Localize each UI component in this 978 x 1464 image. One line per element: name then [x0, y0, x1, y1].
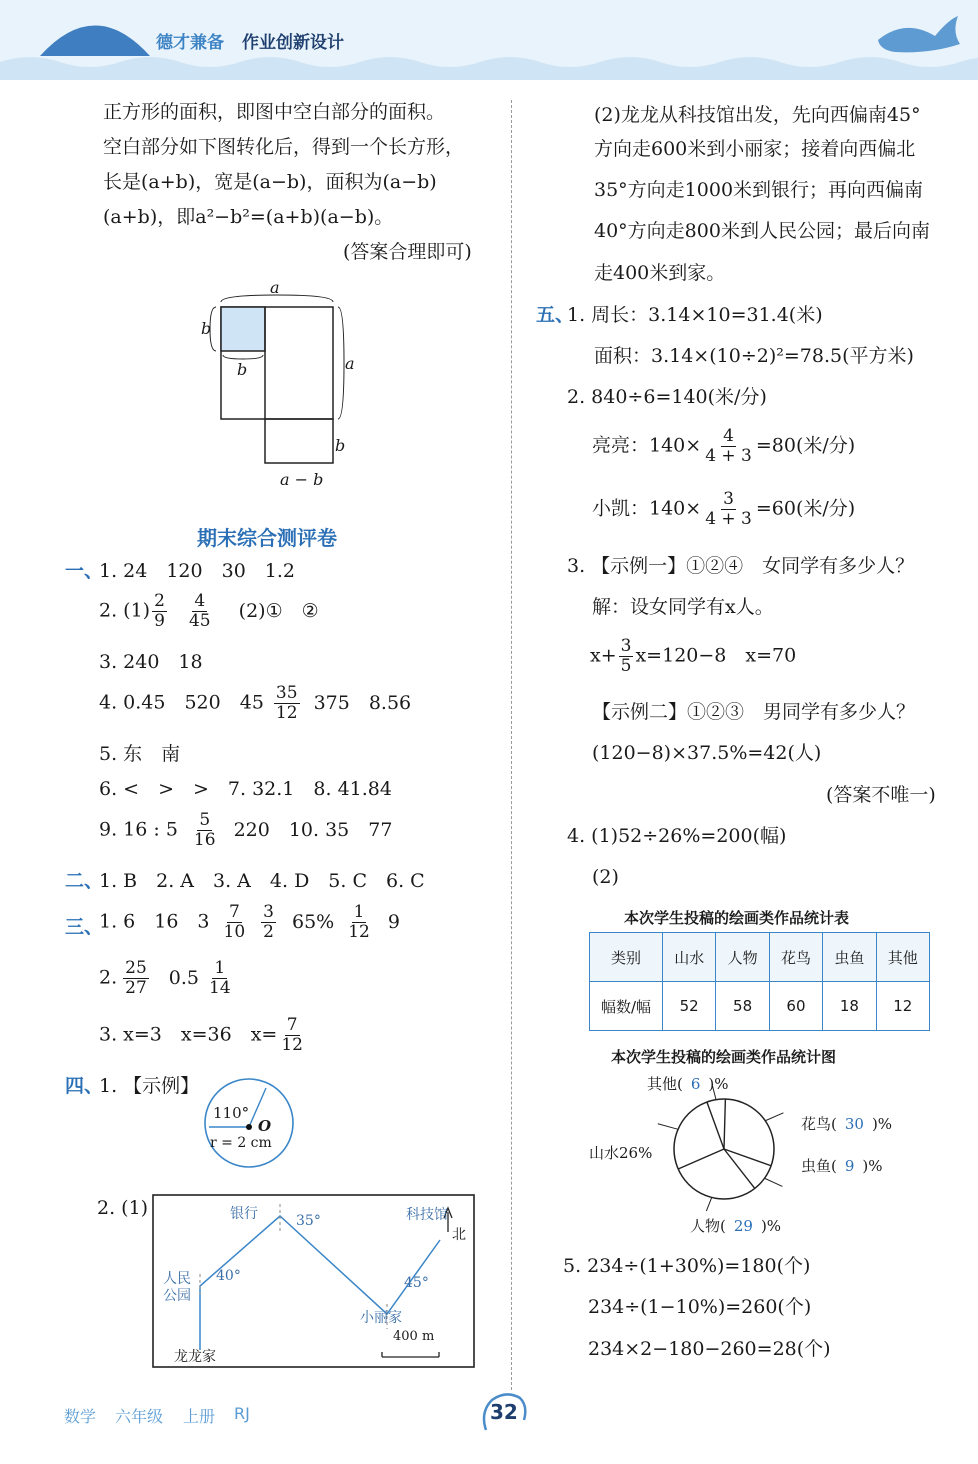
- map-angle-45: 45°: [404, 1275, 429, 1291]
- section-label-3: 三、: [65, 916, 104, 938]
- route-line-5: 走400米到家。: [594, 262, 726, 284]
- label-b-right: b: [335, 436, 346, 455]
- pie-leader-虫鱼: [765, 1178, 783, 1186]
- table-title: 本次学生投稿的绘画类作品统计表: [624, 909, 850, 927]
- label-a-right: a: [345, 354, 355, 373]
- map-bank: 银行: [230, 1206, 258, 1222]
- s5-note: (答案不唯一): [826, 784, 936, 806]
- table-cell: 52: [663, 982, 716, 1031]
- section-label-5: 五、: [536, 304, 575, 326]
- table-row-label: 幅数/幅: [590, 982, 663, 1031]
- s5-q5-3: 234×2−180−260=28(个): [588, 1338, 831, 1360]
- route-line-3: 35°方向走1000米到银行；再向西偏南: [594, 179, 924, 201]
- map-angle-35: 35°: [296, 1213, 321, 1229]
- square-diagram: [190, 275, 370, 495]
- route-line-1: (2)龙龙从科技馆出发，先向西偏南45°: [594, 104, 921, 126]
- section-label-4: 四、: [65, 1075, 104, 1097]
- route-line-2: 方向走600米到小丽家；接着向西偏北: [594, 138, 916, 160]
- s5-q5-2: 234÷(1−10%)=260(个): [588, 1296, 812, 1318]
- label-b-inner: b: [237, 360, 248, 379]
- section-title: 期末综合测评卷: [197, 526, 337, 550]
- route-line-4: 40°方向走800米到人民公园；最后向南: [594, 220, 930, 242]
- map-longlong-home: 龙龙家: [174, 1349, 216, 1365]
- table-header: 其他: [876, 933, 929, 982]
- label-b-left: b: [201, 319, 212, 338]
- s1-q4: 4. 0.45 520 45 $\frac{35}{12}$ 375 8.56: [99, 683, 412, 723]
- column-divider: [511, 100, 512, 1390]
- s1-q5: 5. 东 南: [99, 743, 181, 765]
- whale-icon: [878, 16, 960, 52]
- table-cell: 60: [769, 982, 822, 1031]
- pie-leader-花鸟: [765, 1113, 783, 1121]
- pie-label-person: 人物( 29 )%: [690, 1217, 782, 1235]
- table-header: 虫鱼: [823, 933, 876, 982]
- chart-title: 本次学生投稿的绘画类作品统计图: [611, 1048, 837, 1066]
- pie-slice-boundary-花鸟: [724, 1099, 725, 1149]
- table-header: 山水: [663, 933, 716, 982]
- table-cell: 58: [716, 982, 769, 1031]
- island-shape: [40, 26, 150, 57]
- pie-label-landscape: 山水26%: [589, 1144, 653, 1162]
- s2-answers: 1. B 2. A 3. A 4. D 5. C 6. C: [99, 870, 425, 892]
- map-park-line1: 人民: [163, 1271, 191, 1287]
- s5-q4-2: (2): [592, 866, 619, 888]
- answer-note: (答案合理即可): [343, 241, 472, 263]
- map-xiaoli-home: 小丽家: [360, 1310, 402, 1326]
- footer-grade: 六年级: [115, 1407, 164, 1426]
- header-decoration: [0, 0, 978, 80]
- brand-subtitle: 作业创新设计: [242, 33, 344, 53]
- footer-term: 上册: [183, 1407, 216, 1426]
- s3-q1: 1. 6 16 3 $\frac{7}{10}$ $\frac{3}{2}$ 65% $\frac{1}{12}$ 9: [99, 902, 400, 942]
- s4-q2: 2. (1): [97, 1197, 149, 1219]
- map-north: 北: [452, 1227, 466, 1243]
- s5-q3-example2: 【示例二】①②③ 男同学有多少人？: [592, 701, 916, 723]
- s5-q3-example1: 3. 【示例一】①②④ 女同学有多少人？: [567, 555, 915, 577]
- table-header: 人物: [716, 933, 769, 982]
- s5-xiaokai: 小凯：140× $\frac{3}{4 + 3}$ =60(米/分): [592, 489, 856, 529]
- pie-label-flower: 花鸟( 30 )%: [801, 1115, 893, 1133]
- label-a-minus-b: a − b: [280, 470, 324, 489]
- s1-q9: 9. 16 : 5 $\frac{5}{16}$ 220 10. 35 77: [99, 810, 393, 850]
- s5-liangliang: 亮亮：140× $\frac{4}{4 + 3}$ =80(米/分): [592, 426, 856, 466]
- s5-q1-area: 面积：3.14×(10÷2)²=78.5(平方米): [594, 345, 914, 367]
- intro-line-3: 长是(a+b)，宽是(a−b)，面积为(a−b): [103, 171, 437, 193]
- label-a-top: a: [270, 278, 280, 297]
- intro-line-2: 空白部分如下图转化后，得到一个长方形，: [103, 136, 465, 158]
- brand-name: 德才兼备: [156, 33, 224, 53]
- table-cell: 12: [876, 982, 929, 1031]
- page-number: 32: [490, 1400, 518, 1424]
- s5-q3-solve: 解：设女同学有x人。: [592, 596, 774, 618]
- pie-label-fish: 虫鱼( 9 )%: [801, 1157, 883, 1175]
- map-scale: 400 m: [393, 1329, 435, 1344]
- circle-center-label: O: [258, 1117, 272, 1135]
- pie-leader-人物: [706, 1197, 711, 1211]
- s1-q678: 6. < > > 7. 32.1 8. 41.84: [99, 778, 392, 800]
- footer-subject: 数学: [64, 1407, 97, 1426]
- s3-q3: 3. x=3 x=36 x= $\frac{7}{12}$: [99, 1015, 303, 1055]
- s5-q5-1: 5. 234÷(1+30%)=180(个): [563, 1255, 811, 1277]
- circle-radius: r = 2 cm: [210, 1135, 272, 1151]
- s3-q2: 2. $\frac{25}{27}$ 0.5 $\frac{1}{14}$: [99, 958, 231, 998]
- s1-q2: 2. (1) $\frac{2}{9}$ $\frac{4}{45}$ (2)① ②: [99, 591, 319, 631]
- footer-edition: RJ: [234, 1404, 250, 1423]
- section-label-1: 一、: [65, 560, 104, 582]
- pie-label-other: 其他( 6 )%: [647, 1075, 729, 1093]
- map-angle-40: 40°: [216, 1268, 241, 1284]
- stat-table: [589, 932, 930, 1031]
- intro-line-1: 正方形的面积，即图中空白部分的面积。: [103, 101, 446, 123]
- table-header: 花鸟: [769, 933, 822, 982]
- pie-slice-boundary-山水: [678, 1149, 724, 1169]
- s1-q1: 1. 24 120 30 1.2: [99, 560, 296, 582]
- pie-slice-boundary-其他: [707, 1102, 724, 1149]
- s4-q1: 1. 【示例】: [99, 1075, 200, 1097]
- s5-q4-1: 4. (1)52÷26%=200(幅): [567, 825, 787, 847]
- s5-q3-equation: x+ $\frac{3}{5}$ x=120−8 x=70: [590, 636, 797, 676]
- s5-q2: 2. 840÷6=140(米/分): [567, 386, 767, 408]
- table-cell: 18: [823, 982, 876, 1031]
- section-label-2: 二、: [65, 870, 104, 892]
- table-header: 类别: [590, 933, 663, 982]
- center-point: [246, 1124, 252, 1130]
- intro-line-4: (a+b)，即a²−b²=(a+b)(a−b)。: [103, 206, 394, 228]
- s5-q1-perimeter: 1. 周长：3.14×10=31.4(米): [567, 304, 823, 326]
- map-park-line2: 公园: [163, 1288, 191, 1304]
- s1-q3: 3. 240 18: [99, 651, 203, 673]
- circle-angle: 110°: [213, 1104, 250, 1122]
- s5-q3-answer2: (120−8)×37.5%=42(人): [592, 742, 822, 764]
- wave-shape: [0, 57, 978, 80]
- pie-leader-山水: [658, 1124, 678, 1130]
- map-tech: 科技馆: [406, 1207, 448, 1223]
